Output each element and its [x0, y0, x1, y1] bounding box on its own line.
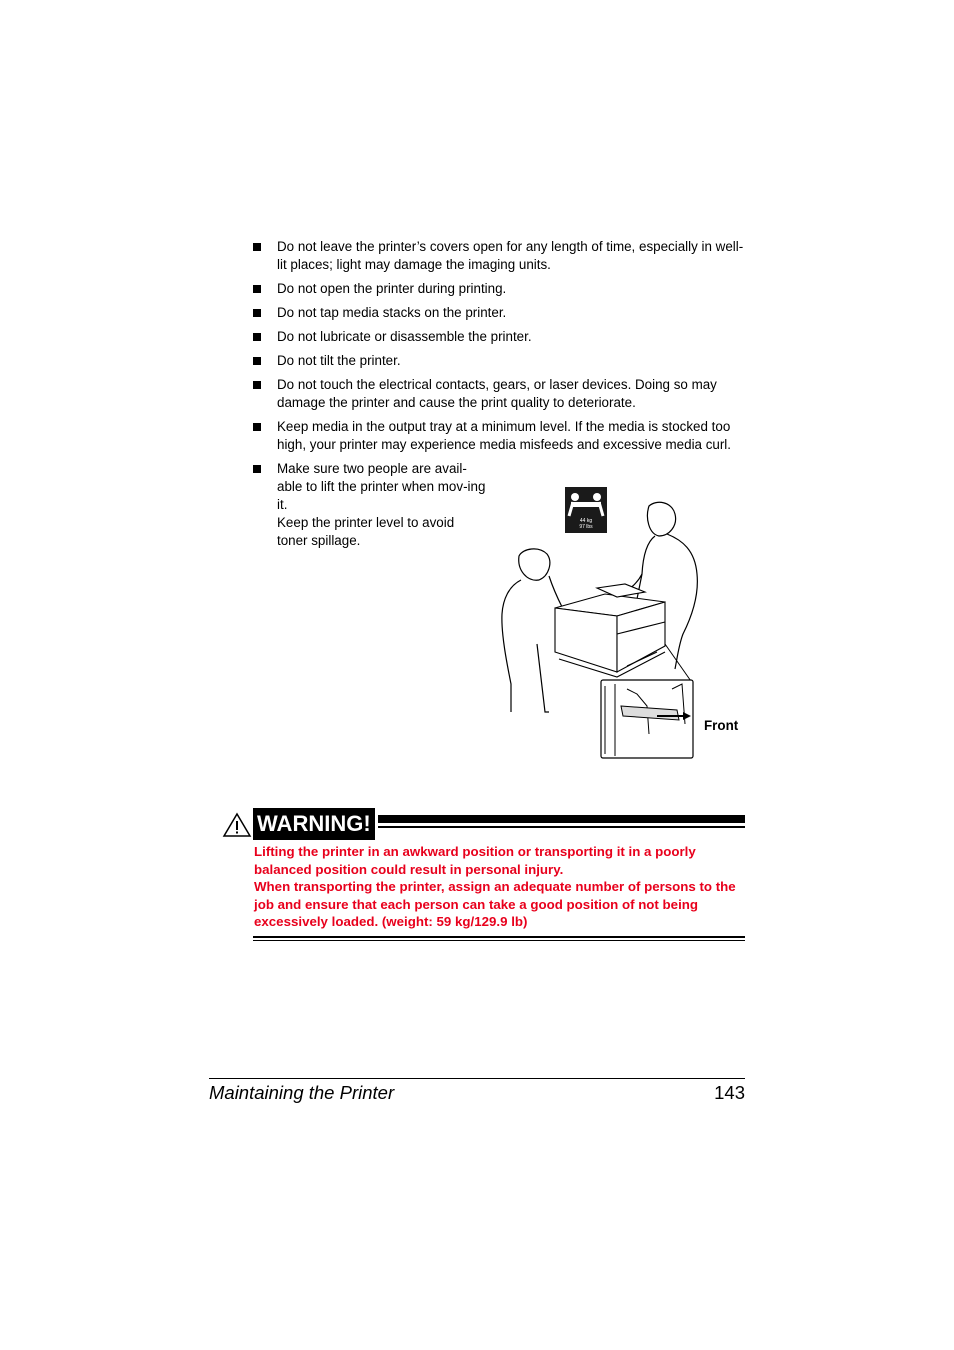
bullet-square-icon — [253, 285, 261, 293]
warning-rule — [378, 815, 745, 823]
bullet-square-icon — [253, 423, 261, 431]
footer-divider — [209, 1078, 745, 1079]
warning-rule-thin — [378, 826, 745, 828]
svg-text:44 kg: 44 kg — [579, 518, 593, 524]
list-item: Make sure two people are avail-able to lift the printer when mov-ing it. Keep the printer level to avoid toner spillage. — [253, 460, 487, 550]
bullet-square-icon — [253, 357, 261, 365]
list-item: Do not tilt the printer. — [253, 352, 748, 370]
bullet-square-icon — [253, 465, 261, 473]
svg-text:97 lbs: 97 lbs — [579, 524, 593, 530]
page-number: 143 — [714, 1082, 745, 1103]
list-item: Do not tap media stacks on the printer. — [253, 304, 748, 322]
warning-body — [254, 843, 746, 931]
front-detail-inset — [601, 680, 693, 758]
printer — [555, 584, 665, 677]
list-item: Do not lubricate or disassemble the printer. — [253, 328, 748, 346]
warning-triangle-icon — [222, 812, 252, 838]
list-item: Keep media in the output tray at a minimum level. If the media is stocked too high, your printer may experience media misfeeds and excessive media curl. — [253, 418, 748, 454]
warning-paragraph: Lifting the printer in an awkward position or transporting it in a poorly balanced position could result in personal injury. — [254, 844, 696, 877]
list-item: Do not leave the printer’s covers open for any length of time, especially in well-lit places; light may damage the imaging units. — [253, 238, 748, 274]
list-item: Do not touch the electrical contacts, gears, or laser devices. Doing so may damage the printer and cause the print quality to deteriorate. — [253, 376, 748, 412]
footer-section-title: Maintaining the Printer — [209, 1082, 395, 1103]
warning-bottom-rule-thin — [253, 940, 745, 941]
bullet-square-icon — [253, 309, 261, 317]
warning-heading: WARNING! — [253, 808, 375, 840]
front-label: Front — [704, 718, 739, 733]
warning-paragraph: When transporting the printer, assign an adequate number of persons to the job and ensure that each person can take a good position of not being excessively loaded. (weight: 59 kg/129.9 lb) — [254, 879, 736, 929]
bullet-square-icon — [253, 333, 261, 341]
two-person-weight-icon — [565, 487, 607, 533]
list-item: Do not open the printer during printing. — [253, 280, 748, 298]
warning-bottom-rule — [253, 936, 745, 938]
bullet-square-icon — [253, 243, 261, 251]
bullet-square-icon — [253, 381, 261, 389]
